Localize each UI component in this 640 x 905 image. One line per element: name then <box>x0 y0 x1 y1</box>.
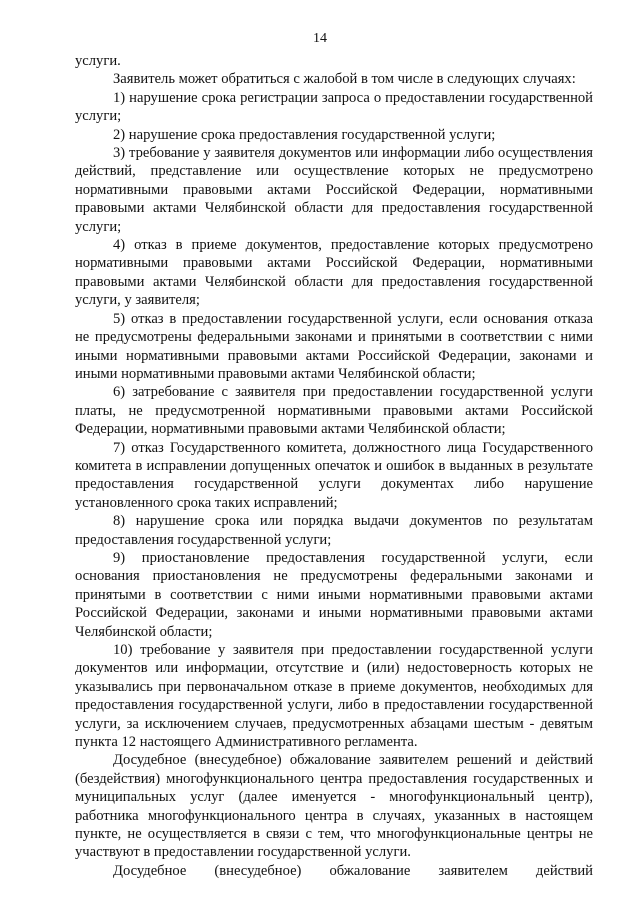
paragraph-case-6: 6) затребование с заявителя при предоставлении государственной услуги платы, не предусмотренной нормативными правовыми актами Российской Федерации, нормативными правовыми актами Челябинской области; <box>75 384 593 438</box>
paragraph-continuation: услуги. <box>75 53 121 69</box>
paragraph-case-2: 2) нарушение срока предоставления государственной услуги; <box>113 126 496 143</box>
paragraph-mfc-appeal: Досудебное (внесудебное) обжалование заявителем решений и действий (бездействия) многофункционального центра предоставления государственных и муниципальных услуг (далее именуется - многофункциональный центр), работника многофункционального центра в случаях, указанных в настоящем пункте, не осуществляется в связи с тем, что многофункциональные центры не участвуют в предоставлении государственной услуги. <box>75 752 593 861</box>
paragraph-complaint-intro: Заявитель может обратиться с жалобой в том числе в следующих случаях: <box>113 71 576 88</box>
paragraph-case-1: 1) нарушение срока регистрации запроса о предоставлении государственной услуги; <box>75 89 593 125</box>
paragraph-case-3: 3) требование у заявителя документов или информации либо осуществления действий, представление или осуществление которых не предусмотрено нормативными правовыми актами Российской Федерации, нормативными правовыми актами Челябинской области для предоставления государственной услуги; <box>75 145 593 235</box>
paragraph-appeal-continued: Досудебное (внесудебное) обжалование заявителем действий <box>113 862 593 879</box>
page-number: 14 <box>313 31 327 46</box>
paragraph-case-9: 9) приостановление предоставления государственной услуги, если основания приостановления не предусмотрены федеральными законами и принятыми в соответствии с ними иными нормативными правовыми актами Российской Федерации, законами и иными нормативными правовыми актами Челябинской области; <box>75 549 593 640</box>
paragraph-case-8: 8) нарушение срока или порядка выдачи документов по результатам предоставления государственной услуги; <box>75 513 593 548</box>
paragraph-case-7: 7) отказ Государственного комитета, должностного лица Государственного комитета в исправлении допущенных опечаток и ошибок в выданных в результате предоставления государственной услуги документах либо нарушение установленного срока таких исправлений; <box>75 439 593 511</box>
document-body <box>75 52 593 880</box>
paragraph-case-5: 5) отказ в предоставлении государственной услуги, если основания отказа не предусмотрены федеральными законами и принятыми в соответствии с ними иными нормативными правовыми актами Российской Федерации, законами и иными нормативными правовыми актами Челябинской области; <box>75 310 593 382</box>
paragraph-case-4: 4) отказ в приеме документов, предоставление которых предусмотрено нормативными правовыми актами Российской Федерации, нормативными правовыми актами Челябинской области для предоставления государственной услуги, у заявителя; <box>75 237 593 309</box>
paragraph-case-10: 10) требование у заявителя при предоставлении государственной услуги документов или информации, отсутствие и (или) недостоверность которых не указывались при первоначальном отказе в приеме документов, необходимых для предоставления государственной услуги, либо в предоставлении государственной услуги, за исключением случаев, предусмотренных абзацами шестым - девятым пункта 12 настоящего Административного регламента. <box>75 642 593 751</box>
